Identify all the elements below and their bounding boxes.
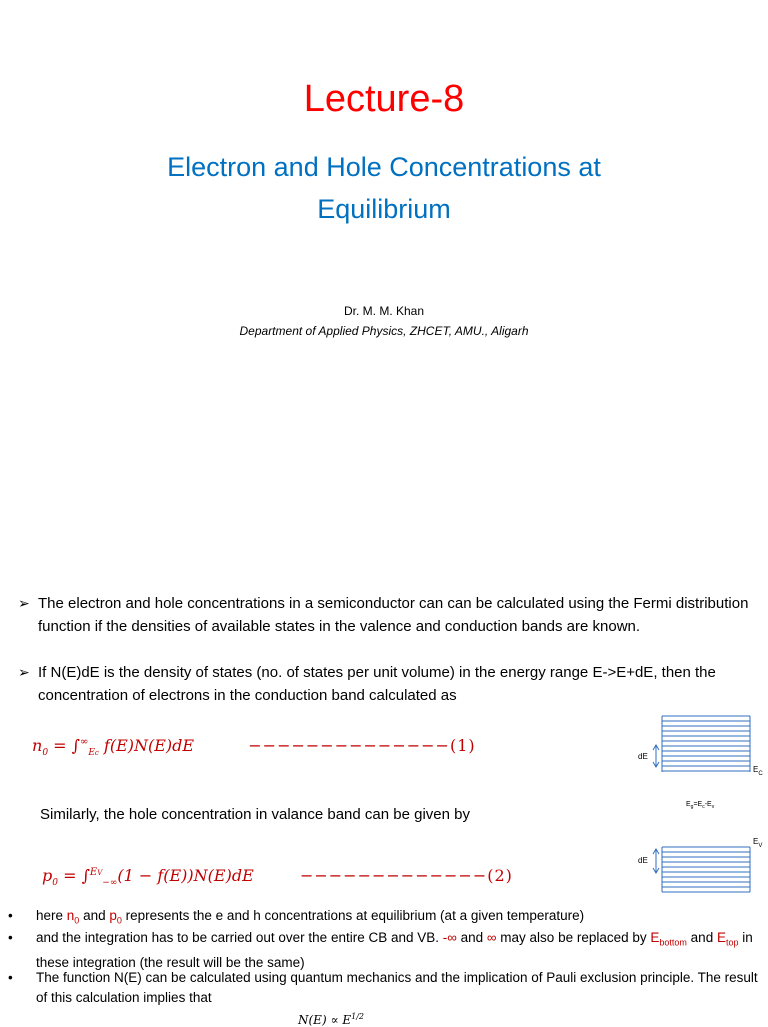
- eq2-integral: = ∫: [57, 866, 90, 885]
- eq1-lhs: n: [32, 736, 43, 755]
- Ev-label: [753, 837, 762, 849]
- Ec-label: [753, 765, 763, 777]
- Eg-sub: g: [690, 804, 694, 810]
- eq1-number: (1): [449, 736, 476, 755]
- text: here: [36, 908, 67, 923]
- Eg-minus: -E: [704, 801, 712, 808]
- point-3: [8, 968, 758, 1008]
- point-text: [36, 906, 758, 931]
- eq1-upper-limit: ∞: [79, 736, 89, 748]
- Ev-E: E: [753, 837, 759, 846]
- text: and: [79, 908, 110, 923]
- point-2: [8, 928, 758, 973]
- Eg-E: E: [686, 801, 691, 808]
- eq1-lower-sub: c: [94, 749, 99, 758]
- infinity: ∞: [486, 930, 497, 945]
- bullet-point-2: [18, 661, 758, 707]
- Ec-sub: C: [758, 771, 763, 777]
- p0-sub: 0: [116, 915, 122, 926]
- Eg-v: v: [711, 804, 715, 810]
- Eg-eq: =E: [693, 801, 703, 808]
- eq1-lower-E: E: [88, 748, 95, 759]
- dE-bottom-label: dE: [638, 856, 648, 865]
- eq2-dashes: −−−−−−−−−−−−−: [299, 866, 488, 885]
- text: and the integration has to be carried out over the entire CB and VB.: [36, 930, 443, 945]
- eq3-exponent: 1/2: [351, 1012, 365, 1021]
- text: and: [686, 930, 717, 945]
- bullet-text: If N(E)dE is the density of states (no. of states per unit volume) in the energy range E->E+dE, then the concentration of electrons in the conduction band calculated as: [38, 664, 716, 704]
- text: and: [456, 930, 487, 945]
- n0-symbol: [66, 908, 80, 926]
- eq2-integrand: (1 − f(E))N(E)dE: [117, 866, 254, 885]
- author-name: Dr. M. M. Khan: [343, 304, 425, 318]
- equation-3: [298, 1012, 364, 1027]
- eq2-upper-sub: V: [97, 868, 103, 877]
- p0-symbol: [109, 908, 122, 926]
- content-slide: [0, 560, 768, 1027]
- eq2-lhs: p: [42, 866, 53, 885]
- Eg-c: c: [702, 804, 705, 810]
- e-bottom-sub: bottom: [659, 937, 687, 948]
- point-text: The function N(E) can be calculated using quantum mechanics and the implication of Pauli exclusion principle. The result of this calculation implies that: [36, 970, 758, 1005]
- dE-top-label: dE: [638, 752, 648, 761]
- subtitle-line-1: Electron and Hole Concentrations at: [167, 152, 601, 182]
- dot-bullet-icon: •: [8, 970, 13, 985]
- Ec-E: E: [753, 765, 759, 774]
- text: in these integration (the result will be the same): [36, 930, 753, 970]
- eq2-lower-limit: −∞: [102, 878, 118, 889]
- n0-sub: 0: [74, 915, 80, 926]
- band-diagram: [630, 710, 763, 900]
- dot-bullet-icon: •: [8, 908, 13, 923]
- e-bottom: [650, 930, 687, 948]
- lecture-subtitle: [0, 146, 768, 230]
- lecture-title: Lecture-8: [303, 78, 465, 120]
- eq1-integrand: f(E)N(E)dE: [98, 736, 195, 755]
- Ev-sub: V: [758, 843, 763, 849]
- eq2-upper-limit: [90, 867, 102, 878]
- department-name: Department of Applied Physics, ZHCET, AMU., Aligarh: [239, 324, 529, 338]
- e-top-E: E: [716, 930, 726, 945]
- equation-1: [32, 736, 476, 758]
- text: represents the e and h concentrations at equilibrium (at a given temperature): [121, 908, 585, 923]
- dot-bullet-icon: •: [8, 930, 13, 945]
- arrow-bullet-icon: ➢: [18, 664, 30, 680]
- arrow-bullet-icon: ➢: [18, 595, 30, 611]
- e-top: [716, 930, 739, 948]
- Eg-label: [686, 801, 715, 810]
- minus-infinity: -∞: [442, 930, 457, 945]
- p0-p: p: [109, 908, 117, 923]
- eq3-body: N(E) ∝ E: [298, 1013, 352, 1027]
- eq2-upper-E: E: [89, 866, 98, 878]
- similarly-text: Similarly, the hole concentration in valance band can be given by: [40, 806, 470, 823]
- point-1: [8, 906, 758, 931]
- text: may also be replaced by: [496, 930, 651, 945]
- n0-n: n: [66, 908, 75, 923]
- eq2-lhs-sub: 0: [52, 878, 58, 889]
- e-bottom-E: E: [650, 930, 660, 945]
- subtitle-line-2: Equilibrium: [317, 194, 451, 224]
- bullet-point-1: [18, 592, 758, 638]
- point-text: [36, 928, 758, 973]
- eq1-integral: = ∫: [48, 736, 80, 755]
- bullet-text: The electron and hole concentrations in a semiconductor can can be calculated using the Fermi distribution function if the densities of available states in the valence and conduction bands are known.: [38, 595, 749, 635]
- e-top-sub: top: [725, 937, 739, 948]
- eq1-dashes: −−−−−−−−−−−−−−: [248, 736, 450, 755]
- eq2-number: (2): [487, 866, 513, 885]
- equation-2: [42, 866, 513, 888]
- valence-band-lines: [662, 847, 750, 892]
- eq1-lhs-sub: 0: [42, 748, 49, 759]
- eq1-lower-limit: [88, 748, 99, 758]
